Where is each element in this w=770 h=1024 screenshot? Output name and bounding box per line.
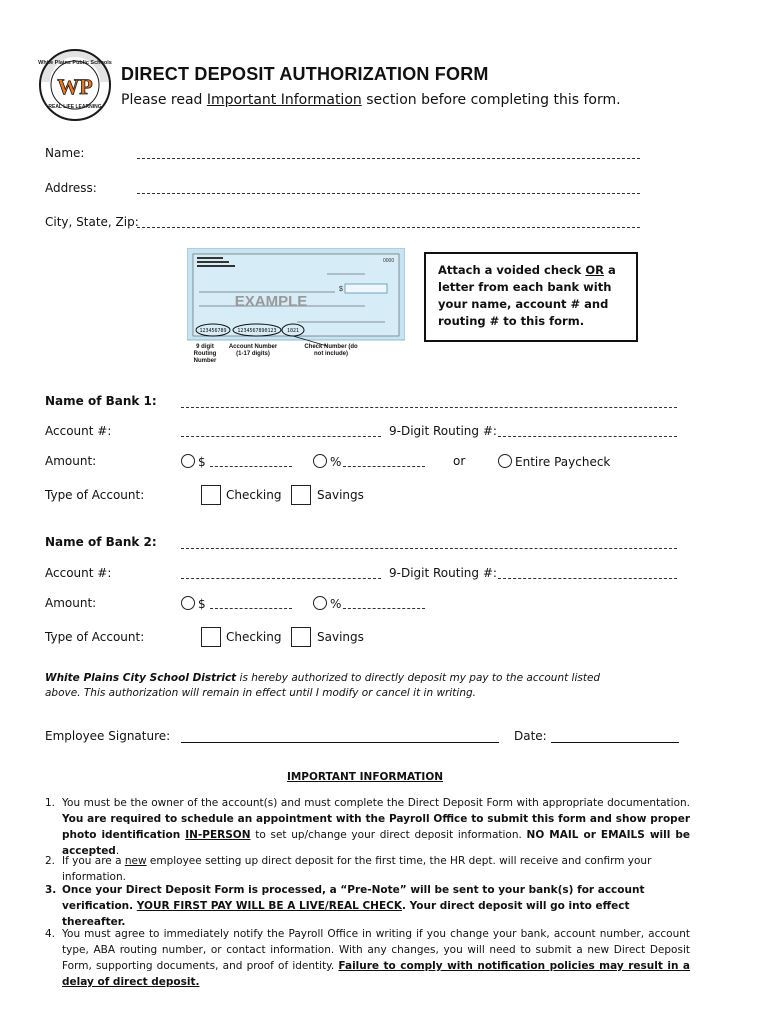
info-item-1: 1. You must be the owner of the account(s) and must complete the Direct Deposit Form with appropriate documentation. You are required to schedule an appointment with the Payroll Office to submit this form and show proper photo identification IN-PERSON to set up/change your direct deposit information. NO MAIL or EMAILS will be accepted. <box>45 797 690 857</box>
check-number-printed: 0000 <box>383 258 395 264</box>
bank2-routing-label: 9-Digit Routing #: <box>389 566 497 580</box>
subtitle-link: Important Information <box>206 92 362 108</box>
info-3-c: . Your direct deposit will go into effect thereafter. <box>62 900 630 928</box>
svg-text:REAL LIFE LEARNING: REAL LIFE LEARNING <box>48 104 102 110</box>
account-caption: Account Number (1-17 digits) <box>228 344 278 357</box>
bank1-checking-checkbox[interactable] <box>201 485 221 505</box>
attach-note-box <box>424 252 638 342</box>
form-subtitle <box>121 92 621 108</box>
info-1-f: . <box>115 845 120 857</box>
bank1-type-label: Type of Account: <box>45 488 145 502</box>
micr-routing: 123456789 <box>199 328 227 334</box>
form-title: DIRECT DEPOSIT AUTHORIZATION FORM <box>121 64 489 84</box>
info-4-b: Failure to comply with notification policies may result in a delay of direct deposit. <box>62 960 691 988</box>
bank1-account-label: Account #: <box>45 424 112 438</box>
bank1-account-field[interactable] <box>181 436 381 437</box>
attach-note-or: OR <box>585 263 604 277</box>
bank2-savings-checkbox[interactable] <box>291 627 311 647</box>
bank2-percent-field[interactable] <box>343 608 425 609</box>
address-label: Address: <box>45 181 97 195</box>
info-item-3: 3. Once your Direct Deposit Form is processed, a “Pre-Note” will be sent to your bank(s) for account verification. YOUR FIRST PAY WILL BE A LIVE/REAL CHECK. Your direct deposit will go into effect thereafter. <box>45 884 645 928</box>
city-state-zip-field[interactable] <box>137 227 640 228</box>
authorization-body: is hereby authorized to directly deposit my pay to the account listed above. This authorization will remain in effect until I modify or cancel it in writing. <box>45 672 601 699</box>
bank1-percent-radio[interactable] <box>313 454 327 468</box>
district-name: White Plains City School District <box>45 672 237 684</box>
subtitle-pre: Please read <box>121 92 207 108</box>
bank1-dollar-field[interactable] <box>210 466 292 467</box>
bank1-amount-label: Amount: <box>45 454 97 468</box>
authorization-text <box>45 671 635 701</box>
bank2-name-label: Name of Bank 2: <box>45 535 157 549</box>
micr-account: 1234567890123 <box>237 328 277 334</box>
date-label: Date: <box>514 729 547 743</box>
bank2-account-label: Account #: <box>45 566 112 580</box>
info-1-a: You must be the owner of the account(s) and must complete the Direct Deposit Form with appropriate documentation. <box>62 797 690 809</box>
attach-note-post: a letter from each bank with your name, account # and routing # to this form. <box>438 263 616 328</box>
bank1-routing-field[interactable] <box>498 436 677 437</box>
bank1-name-label: Name of Bank 1: <box>45 394 157 408</box>
bank1-percent-label: % <box>330 455 342 469</box>
check-dollar-sign: $ <box>339 286 343 293</box>
important-heading: IMPORTANT INFORMATION <box>286 771 444 783</box>
bank1-routing-label: 9-Digit Routing #: <box>389 424 497 438</box>
district-logo <box>38 48 112 122</box>
bank2-amount-label: Amount: <box>45 596 97 610</box>
info-2-c: employee setting up direct deposit for the first time, the HR dept. will receive and confirm your information. <box>62 855 652 883</box>
bank2-percent-label: % <box>330 597 342 611</box>
info-1-e: NO MAIL or EMAILS will be accepted <box>62 829 690 857</box>
attach-note-pre: Attach a voided check <box>438 263 586 277</box>
bank2-dollar-option[interactable] <box>181 596 206 611</box>
address-field[interactable] <box>137 193 640 194</box>
name-field[interactable] <box>137 158 640 159</box>
micr-check: 1021 <box>286 328 300 334</box>
bank1-dollar-label: $ <box>198 455 206 469</box>
info-3-b: YOUR FIRST PAY WILL BE A LIVE/REAL CHECK <box>136 900 402 912</box>
svg-text:White Plains Public Schools: White Plains Public Schools <box>38 60 112 66</box>
bank2-checking-checkbox[interactable] <box>201 627 221 647</box>
info-item-2: 2. If you are a new employee setting up direct deposit for the first time, the HR dept. will receive and confirm your information. <box>45 855 652 883</box>
bank1-savings-checkbox[interactable] <box>291 485 311 505</box>
info-2-a: If you are a <box>62 855 125 867</box>
bank1-entire-option[interactable] <box>498 454 610 469</box>
bank2-account-field[interactable] <box>181 578 381 579</box>
info-4-a: You must agree to immediately notify the Payroll Office in writing if you change your bank, account number, account type, ABA routing number, or contact information. With any changes, you will need to submit a new Direct Deposit Form, supporting documents, and proof of identity. <box>62 928 690 972</box>
signature-label: Employee Signature: <box>45 729 171 743</box>
bank2-type-label: Type of Account: <box>45 630 145 644</box>
city-state-zip-label: City, State, Zip: <box>45 215 139 229</box>
bank1-name-field[interactable] <box>181 407 677 408</box>
bank2-dollar-radio[interactable] <box>181 596 195 610</box>
signature-field[interactable] <box>181 742 499 743</box>
bank1-percent-option[interactable] <box>313 454 341 469</box>
info-2-b: new <box>124 855 147 867</box>
bank2-percent-option[interactable] <box>313 596 341 611</box>
bank2-dollar-field[interactable] <box>210 608 292 609</box>
bank1-dollar-option[interactable] <box>181 454 206 469</box>
info-1-d: to set up/change your direct deposit information. <box>250 829 527 841</box>
bank2-checking-label: Checking <box>226 630 282 644</box>
svg-text:WP: WP <box>57 74 93 99</box>
bank2-routing-field[interactable] <box>498 578 677 579</box>
bank2-name-field[interactable] <box>181 548 677 549</box>
info-item-4: 4. You must agree to immediately notify the Payroll Office in writing if you change your bank, account number, account type, ABA routing number, or contact information. With any changes, you will need to submit a new Direct Deposit Form, supporting documents, and proof of identity. Failure to comply with notification policies may result in a delay of direct deposit. <box>45 928 691 988</box>
name-label: Name: <box>45 146 85 160</box>
info-3-a: Once your Direct Deposit Form is processed, a “Pre-Note” will be sent to your bank(s) for account verification. <box>62 884 645 912</box>
bank1-percent-field[interactable] <box>343 466 425 467</box>
info-1-c: IN-PERSON <box>185 829 251 841</box>
check-watermark: EXAMPLE <box>234 293 308 310</box>
info-1-b: You are required to schedule an appointment with the Payroll Office to submit this form and show proper photo identification <box>62 813 690 841</box>
bank2-percent-radio[interactable] <box>313 596 327 610</box>
bank1-savings-label: Savings <box>317 488 364 502</box>
bank2-dollar-label: $ <box>198 597 206 611</box>
bank1-or-text: or <box>453 454 466 468</box>
subtitle-post: section before completing this form. <box>361 92 621 108</box>
bank1-dollar-radio[interactable] <box>181 454 195 468</box>
routing-caption: 9 digit Routing Number <box>193 344 217 364</box>
check-caption: Check Number (do not include) <box>304 344 358 357</box>
date-field[interactable] <box>551 742 679 743</box>
bank1-entire-radio[interactable] <box>498 454 512 468</box>
bank1-checking-label: Checking <box>226 488 282 502</box>
bank2-savings-label: Savings <box>317 630 364 644</box>
bank1-entire-label: Entire Paycheck <box>515 455 611 469</box>
